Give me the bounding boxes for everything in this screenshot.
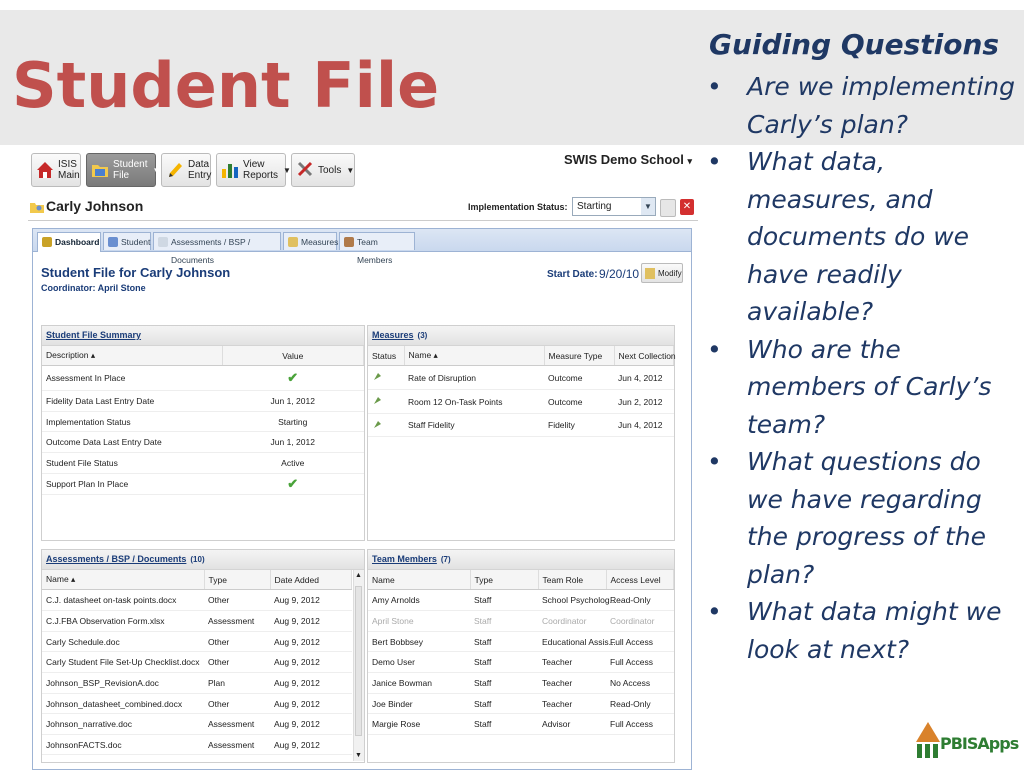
column-header[interactable]: Description ▴ [42,346,222,366]
measures-title-link[interactable]: Measures [372,330,414,340]
start-date-value: 9/20/10 [599,267,640,281]
tab-documents[interactable]: Assessments / BSP / Documents [153,232,281,250]
tab-measures[interactable]: Measures [283,232,337,250]
start-date-label: Start Date: [547,269,598,280]
table-row[interactable]: Amy Arnolds Staff School Psycholog... Read-Only [368,590,674,611]
table-row[interactable]: Margie Rose Staff Advisor Full Access [368,714,674,735]
documents-panel [41,549,365,763]
table-row[interactable]: Carly Student File Set-Up Checklist.docx Other Aug 9, 2012 [42,652,352,673]
pencil-icon [166,160,184,180]
folder-icon [91,160,109,180]
bullet-icon: • [707,72,722,101]
chevron-down-icon: ▼ [152,165,161,175]
bullet-icon: • [707,334,722,364]
check-icon: ✔ [222,474,364,495]
measure-status-icon [372,419,383,430]
tools-icon [296,160,314,180]
column-header[interactable]: Team Role [538,570,606,590]
edit-icon [645,268,655,279]
measures-panel [367,325,675,541]
tab-team-members[interactable]: Team Members [339,232,415,250]
chevron-down-icon: ▼ [283,165,291,175]
table-row: Student File Status Active [42,453,364,474]
tab-panel [32,228,692,770]
column-header[interactable]: Date Added [270,570,352,590]
table-row: Outcome Data Last Entry Date Jun 1, 2012 [42,432,364,453]
panel-header: Assessments / BSP / Documents (10) [42,550,364,570]
document-icon [158,237,168,247]
table-row[interactable]: Johnson_datasheet_combined.docx Other Aug 9, 2012 [42,694,352,714]
table-row: Fidelity Data Last Entry Date Jun 1, 2012 [42,391,364,412]
summary-table [42,346,364,495]
student-file-summary-panel [41,325,365,541]
column-header[interactable]: Name ▴ [404,346,544,366]
table-row[interactable]: Johnson_narrative.doc Assessment Aug 9, 2012 [42,714,352,735]
documents-table [42,570,352,755]
table-row[interactable]: Carly Schedule.doc Other Aug 9, 2012 [42,632,352,652]
table-row[interactable]: C.J. datasheet on-task points.docx Other Aug 9, 2012 [42,590,352,611]
team-table [368,570,674,735]
table-row[interactable]: Johnson_BSP_RevisionA.doc Plan Aug 9, 2012 [42,673,352,694]
guiding-questions [707,28,1017,668]
scroll-up-icon[interactable]: ▲ [355,572,362,579]
summary-title-link[interactable]: Student File Summary [46,330,142,340]
team-icon [344,237,354,247]
student-file-button[interactable]: Student File ▼ [86,153,156,187]
scroll-thumb[interactable] [355,586,362,736]
bullet-icon: • [707,447,722,476]
slide-title: Student File [12,49,440,122]
column-header[interactable]: Value [222,346,364,366]
toolbar [28,150,698,194]
tab-dashboard[interactable]: Dashboard [37,232,101,252]
column-header[interactable]: Next Collection [614,346,674,366]
isis-main-button[interactable]: ISIS Main [31,153,81,187]
measure-status-icon [372,371,383,382]
school-caret-icon: ▾ [687,156,692,166]
check-icon: ✔ [222,366,364,391]
column-header[interactable]: Measure Type [544,346,614,366]
scroll-down-icon[interactable]: ▼ [355,752,362,759]
view-reports-button[interactable]: View Reports ▼ [216,153,286,187]
school-selector[interactable]: SWIS Demo School ▾ [563,152,692,167]
tab-bar [33,229,691,265]
table-row: Assessment In Place ✔ [42,366,364,391]
chevron-down-icon: ▼ [641,198,655,215]
modify-button[interactable]: Modify [641,263,683,283]
column-header[interactable]: Name [368,570,470,590]
coordinator-label: Coordinator: April Stone [41,283,146,293]
table-row[interactable]: Bert Bobbsey Staff Educational Assis... Full Access [368,632,674,652]
person-icon [108,237,118,247]
close-icon[interactable]: ✕ [680,199,694,215]
column-header[interactable]: Name ▴ [42,570,204,590]
team-members-panel [367,549,675,763]
app-screenshot [28,150,698,768]
table-row[interactable]: Staff Fidelity Fidelity Jun 4, 2012 [368,414,674,437]
panel-header [42,326,364,346]
bullet-icon: • [707,147,722,176]
table-row[interactable]: Joe Binder Staff Teacher Read-Only [368,694,674,714]
question-item: • What data might we look at next? [707,593,1017,668]
dashboard-icon [42,237,52,247]
student-file-heading: Student File for Carly Johnson [41,265,231,280]
column-header[interactable]: Type [470,570,538,590]
column-header[interactable]: Status [368,346,404,366]
question-item: • Are we implementing Carly’s plan? [707,68,1017,143]
panel-header: Team Members (7) [368,550,674,570]
pencil-icon [288,237,298,247]
table-row[interactable]: April Stone Staff Coordinator Coordinator [368,611,674,632]
table-row: Support Plan In Place ✔ [42,474,364,495]
guiding-questions-list [707,68,1017,668]
student-name: Carly Johnson [46,198,144,214]
tab-student[interactable]: Student [103,232,151,250]
logo-icon [914,720,942,760]
implementation-status-select[interactable]: Starting ▼ [572,197,656,216]
documents-scrollbar[interactable] [353,570,364,761]
student-folder-icon [30,200,44,214]
chart-icon [221,160,239,180]
column-header[interactable]: Type [204,570,270,590]
question-item: • Who are the members of Carly’s team? [707,331,1017,444]
logo-text: PBISApps [940,734,1019,753]
tools-button[interactable]: Tools ▼ [291,153,355,187]
guiding-questions-title: Guiding Questions [709,28,1000,61]
hourglass-icon[interactable] [660,199,676,217]
table-row[interactable]: Demo User Staff Teacher Full Access [368,652,674,673]
table-row[interactable]: C.J.FBA Observation Form.xlsx Assessment Aug 9, 2012 [42,611,352,632]
panel-header: Measures (3) [368,326,674,346]
implementation-status-label: Implementation Status: [468,202,568,212]
table-row[interactable]: Rate of Disruption Outcome Jun 4, 2012 [368,366,674,390]
student-row [28,194,698,221]
bullet-icon: • [707,597,722,626]
data-entry-button[interactable]: Data Entry [161,153,211,187]
measures-table [368,346,674,437]
table-row[interactable]: JohnsonFACTS.doc Assessment Aug 9, 2012 [42,735,352,755]
table-row: Implementation Status Starting [42,412,364,432]
column-header[interactable]: Access Level [606,570,674,590]
question-item: • What data, measures, and documents do we have readily available? [707,143,1017,331]
measure-status-icon [372,395,383,406]
pbisapps-logo [912,720,1024,766]
home-icon [36,160,54,180]
documents-title-link[interactable]: Assessments / BSP / Documents [46,554,187,564]
table-row[interactable]: Janice Bowman Staff Teacher No Access [368,673,674,694]
team-title-link[interactable]: Team Members [372,554,437,564]
table-row[interactable]: Room 12 On-Task Points Outcome Jun 2, 2012 [368,390,674,414]
question-item: • What questions do we have regarding the progress of the plan? [707,443,1017,593]
chevron-down-icon: ▼ [346,165,355,175]
